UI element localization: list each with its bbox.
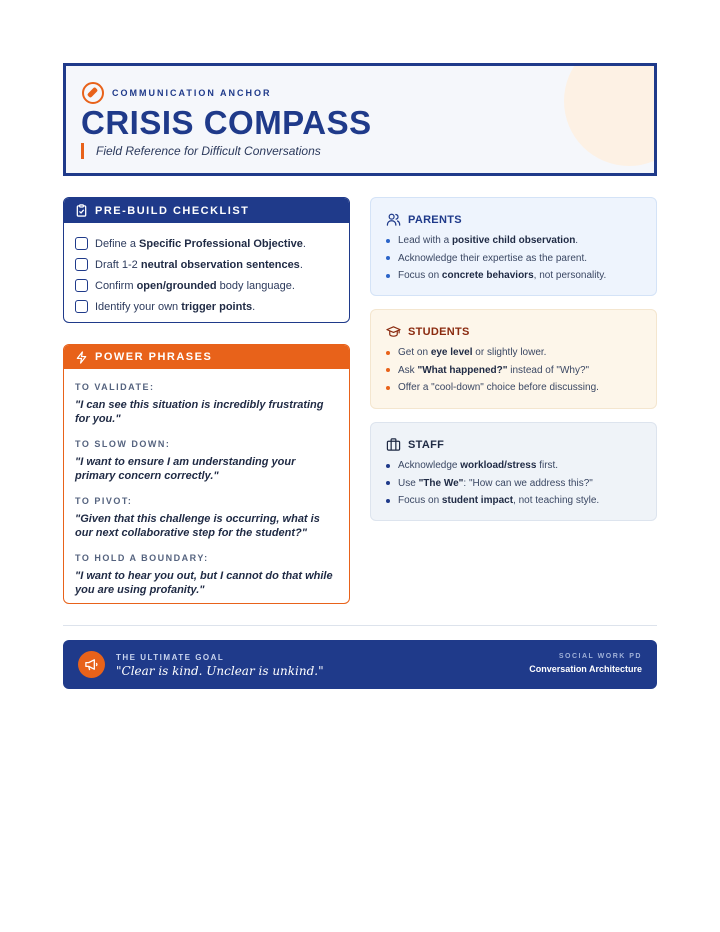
phrase-text: "I want to hear you out, but I cannot do that while you are using profanity." bbox=[75, 570, 333, 596]
phrase-label: TO PIVOT: bbox=[75, 496, 133, 506]
subtitle-accent-bar bbox=[81, 143, 84, 159]
staff-header bbox=[371, 423, 656, 452]
checklist-item-text: Draft 1-2 neutral observation sentences. bbox=[95, 258, 303, 271]
checklist-header bbox=[64, 198, 349, 223]
phrases-title: POWER PHRASES bbox=[95, 351, 213, 363]
staff-card bbox=[370, 422, 657, 521]
org-label: SOCIAL WORK PD bbox=[558, 653, 642, 660]
checklist-item[interactable] bbox=[75, 296, 349, 317]
phrase-label: TO VALIDATE: bbox=[75, 382, 155, 392]
parents-header bbox=[371, 198, 656, 227]
checkbox[interactable] bbox=[75, 279, 88, 292]
list-item: Focus on concrete behaviors, not personality. bbox=[386, 267, 656, 285]
students-title: STUDENTS bbox=[408, 325, 470, 338]
checklist-item-text: Identify your own trigger points. bbox=[95, 300, 256, 313]
bullet-dot bbox=[386, 464, 390, 468]
graduation-cap-icon bbox=[386, 324, 401, 339]
phrase-label: TO HOLD A BOUNDARY: bbox=[75, 553, 209, 563]
checkbox[interactable] bbox=[75, 237, 88, 250]
students-header bbox=[371, 310, 656, 339]
checkbox[interactable] bbox=[75, 258, 88, 271]
phrase-label: TO SLOW DOWN: bbox=[75, 439, 171, 449]
bullet-dot bbox=[386, 239, 390, 243]
checklist-items bbox=[64, 223, 349, 317]
bullet-dot bbox=[386, 499, 390, 503]
bullet-dot bbox=[386, 256, 390, 260]
checklist-item-text: Define a Specific Professional Objective. bbox=[95, 237, 306, 250]
parents-list bbox=[371, 227, 656, 285]
subtitle-row bbox=[81, 143, 321, 159]
page-title: CRISIS COMPASS bbox=[81, 104, 372, 141]
decorative-circle bbox=[564, 63, 657, 166]
list-item: Focus on student impact, not teaching style. bbox=[386, 492, 656, 510]
phrase-text: "I can see this situation is incredibly frustrating for you." bbox=[75, 399, 324, 425]
parents-card bbox=[370, 197, 657, 296]
list-item: Acknowledge their expertise as the parent. bbox=[386, 250, 656, 268]
phrase-block bbox=[64, 382, 349, 426]
goal-quote: "Clear is kind. Unclear is unkind." bbox=[116, 664, 324, 678]
megaphone-icon bbox=[78, 651, 105, 678]
list-item: Ask "What happened?" instead of "Why?" bbox=[386, 362, 656, 380]
students-card bbox=[370, 309, 657, 409]
list-item: Acknowledge workload/stress first. bbox=[386, 457, 656, 475]
lightning-icon bbox=[75, 351, 88, 364]
power-phrases-card bbox=[63, 344, 350, 604]
page-subtitle: Field Reference for Difficult Conversations bbox=[96, 144, 321, 158]
compass-icon bbox=[82, 82, 104, 104]
bullet-dot bbox=[386, 368, 390, 372]
checklist-item[interactable] bbox=[75, 233, 349, 254]
phrase-text: "I want to ensure I am understanding your primary concern correctly." bbox=[75, 456, 296, 482]
bullet-dot bbox=[386, 351, 390, 355]
phrase-block bbox=[64, 439, 349, 483]
pre-build-checklist-card bbox=[63, 197, 350, 323]
clipboard-check-icon bbox=[75, 204, 88, 217]
bullet-dot bbox=[386, 274, 390, 278]
users-icon bbox=[386, 212, 401, 227]
checklist-title: PRE-BUILD CHECKLIST bbox=[95, 204, 250, 217]
phrases-header bbox=[64, 345, 349, 369]
eyebrow-row bbox=[82, 82, 272, 104]
phrase-text: "Given that this challenge is occurring, what is our next collaborative step for the student?" bbox=[75, 513, 320, 539]
list-item: Get on eye level or slightly lower. bbox=[386, 344, 656, 362]
bullet-dot bbox=[386, 386, 390, 390]
checklist-item-text: Confirm open/grounded body language. bbox=[95, 279, 295, 292]
checklist-item[interactable] bbox=[75, 275, 349, 296]
checkbox[interactable] bbox=[75, 300, 88, 313]
list-item: Lead with a positive child observation. bbox=[386, 232, 656, 250]
staff-title: STAFF bbox=[408, 438, 445, 451]
eyebrow-text: COMMUNICATION ANCHOR bbox=[112, 88, 272, 98]
header-banner bbox=[63, 63, 657, 176]
list-item: Offer a "cool-down" choice before discussing. bbox=[386, 379, 656, 397]
footer-banner bbox=[63, 640, 657, 689]
section-divider bbox=[63, 625, 657, 626]
checklist-item[interactable] bbox=[75, 254, 349, 275]
list-item: Use "The We": "How can we address this?" bbox=[386, 475, 656, 493]
briefcase-icon bbox=[386, 437, 401, 452]
students-list bbox=[371, 339, 656, 397]
org-name: Conversation Architecture bbox=[529, 664, 642, 674]
goal-label: THE ULTIMATE GOAL bbox=[116, 653, 225, 662]
parents-title: PARENTS bbox=[408, 213, 462, 226]
phrase-block bbox=[64, 553, 349, 597]
staff-list bbox=[371, 452, 656, 510]
bullet-dot bbox=[386, 481, 390, 485]
phrase-block bbox=[64, 496, 349, 540]
